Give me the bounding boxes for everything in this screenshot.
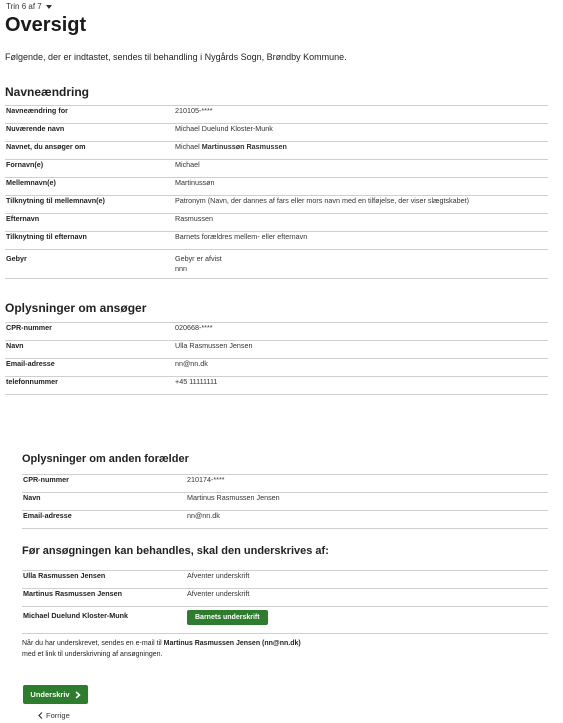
row-value: 210105-****: [175, 106, 548, 124]
applicant-heading: Oplysninger om ansøger: [5, 301, 147, 315]
row-label: Martinus Rasmussen Jensen: [22, 589, 187, 607]
row-label: Email-adresse: [22, 511, 187, 529]
page-title: Oversigt: [5, 14, 87, 36]
table-row: [22, 607, 548, 634]
note-text: med et link til underskrivning af ansøgningen.: [22, 651, 163, 658]
other-parent-table: [22, 474, 548, 529]
table-row: [5, 377, 548, 395]
row-value: Barnets forældres mellem- eller efternavn: [175, 232, 548, 250]
other-parent-heading: Oplysninger om anden forælder: [22, 453, 189, 465]
row-label: Efternavn: [5, 214, 175, 232]
table-row: [5, 214, 548, 232]
row-label: Mellemnavn(e): [5, 178, 175, 196]
table-row: [22, 589, 548, 607]
table-row: [5, 142, 548, 160]
chevron-left-icon: [38, 712, 43, 719]
table-row: [5, 250, 548, 279]
step-label: Trin 6 af 7: [6, 2, 42, 11]
note-text: Når du har underskrevet, sendes en e-mail til: [22, 640, 164, 647]
table-row: [5, 359, 548, 377]
value-bold: Martinussøn Rasmussen: [201, 142, 287, 151]
signatures-heading: Før ansøgningen kan behandles, skal den underskrives af:: [22, 545, 329, 557]
row-label: Fornavn(e): [5, 160, 175, 178]
table-row: [5, 323, 548, 341]
chevron-right-icon: [75, 691, 81, 699]
row-value: [175, 142, 548, 160]
note-recipient: Martinus Rasmussen Jensen (nn@nn.dk): [163, 640, 301, 647]
signature-status: Afventer underskrift: [187, 589, 548, 607]
row-label: Tilknytning til mellemnavn(e): [5, 196, 175, 214]
row-label: Ulla Rasmussen Jensen: [22, 571, 187, 589]
row-label: Navnet, du ansøger om: [5, 142, 175, 160]
page-intro: Følgende, der er indtastet, sendes til behandling i Nygårds Sogn, Brøndby Kommune.: [5, 52, 347, 62]
previous-link[interactable]: [38, 711, 70, 720]
table-row: [5, 232, 548, 250]
row-value: 020668-****: [175, 323, 548, 341]
row-label: Gebyr: [5, 250, 175, 279]
table-row: [22, 571, 548, 589]
row-label: Navneændring for: [5, 106, 175, 124]
row-value: Martinus Rasmussen Jensen: [187, 493, 548, 511]
row-value: Ulla Rasmussen Jensen: [175, 341, 548, 359]
table-row: [5, 341, 548, 359]
signature-status: Afventer underskrift: [187, 571, 548, 589]
signatures-table: [22, 570, 548, 634]
applicant-table: [5, 322, 548, 395]
child-signature-button[interactable]: Barnets underskrift: [187, 610, 268, 625]
row-label: Tilknytning til efternavn: [5, 232, 175, 250]
name-change-heading: Navneændring: [5, 85, 90, 99]
table-row: [5, 178, 548, 196]
table-row: [22, 511, 548, 529]
name-change-table: [5, 105, 548, 279]
value-plain: Michael: [175, 142, 202, 151]
sign-button[interactable]: [23, 685, 88, 704]
row-value: [175, 250, 548, 279]
table-row: [5, 160, 548, 178]
row-value: Michael Duelund Kloster-Munk: [175, 124, 548, 142]
row-label: Nuværende navn: [5, 124, 175, 142]
fee-extra: nnn: [175, 264, 187, 273]
row-label: Navn: [5, 341, 175, 359]
table-row: [22, 475, 548, 493]
row-value: 210174-****: [187, 475, 548, 493]
row-value: nn@nn.dk: [187, 511, 548, 529]
row-label: CPR-nummer: [5, 323, 175, 341]
row-value: +45 11111111: [175, 377, 548, 395]
row-value: [187, 607, 548, 634]
row-value: nn@nn.dk: [175, 359, 548, 377]
row-label: Michael Duelund Kloster-Munk: [22, 607, 187, 634]
row-value: Patronym (Navn, der dannes af fars eller mors navn med en tilføjelse, der viser slægtskabet): [175, 196, 548, 214]
step-indicator[interactable]: [6, 2, 52, 11]
table-row: [5, 196, 548, 214]
chevron-down-icon: [46, 5, 52, 9]
previous-label: Forrige: [46, 711, 70, 720]
row-value: Rasmussen: [175, 214, 548, 232]
row-label: CPR-nummer: [22, 475, 187, 493]
row-label: Navn: [22, 493, 187, 511]
row-value: Martinussøn: [175, 178, 548, 196]
row-value: Michael: [175, 160, 548, 178]
sign-label: Underskriv: [30, 690, 70, 699]
fee-status: Gebyr er afvist: [175, 254, 222, 263]
row-label: telefonnummer: [5, 377, 175, 395]
row-label: Email-adresse: [5, 359, 175, 377]
table-row: [5, 124, 548, 142]
table-row: [5, 106, 548, 124]
signing-note: [22, 638, 301, 660]
table-row: [22, 493, 548, 511]
